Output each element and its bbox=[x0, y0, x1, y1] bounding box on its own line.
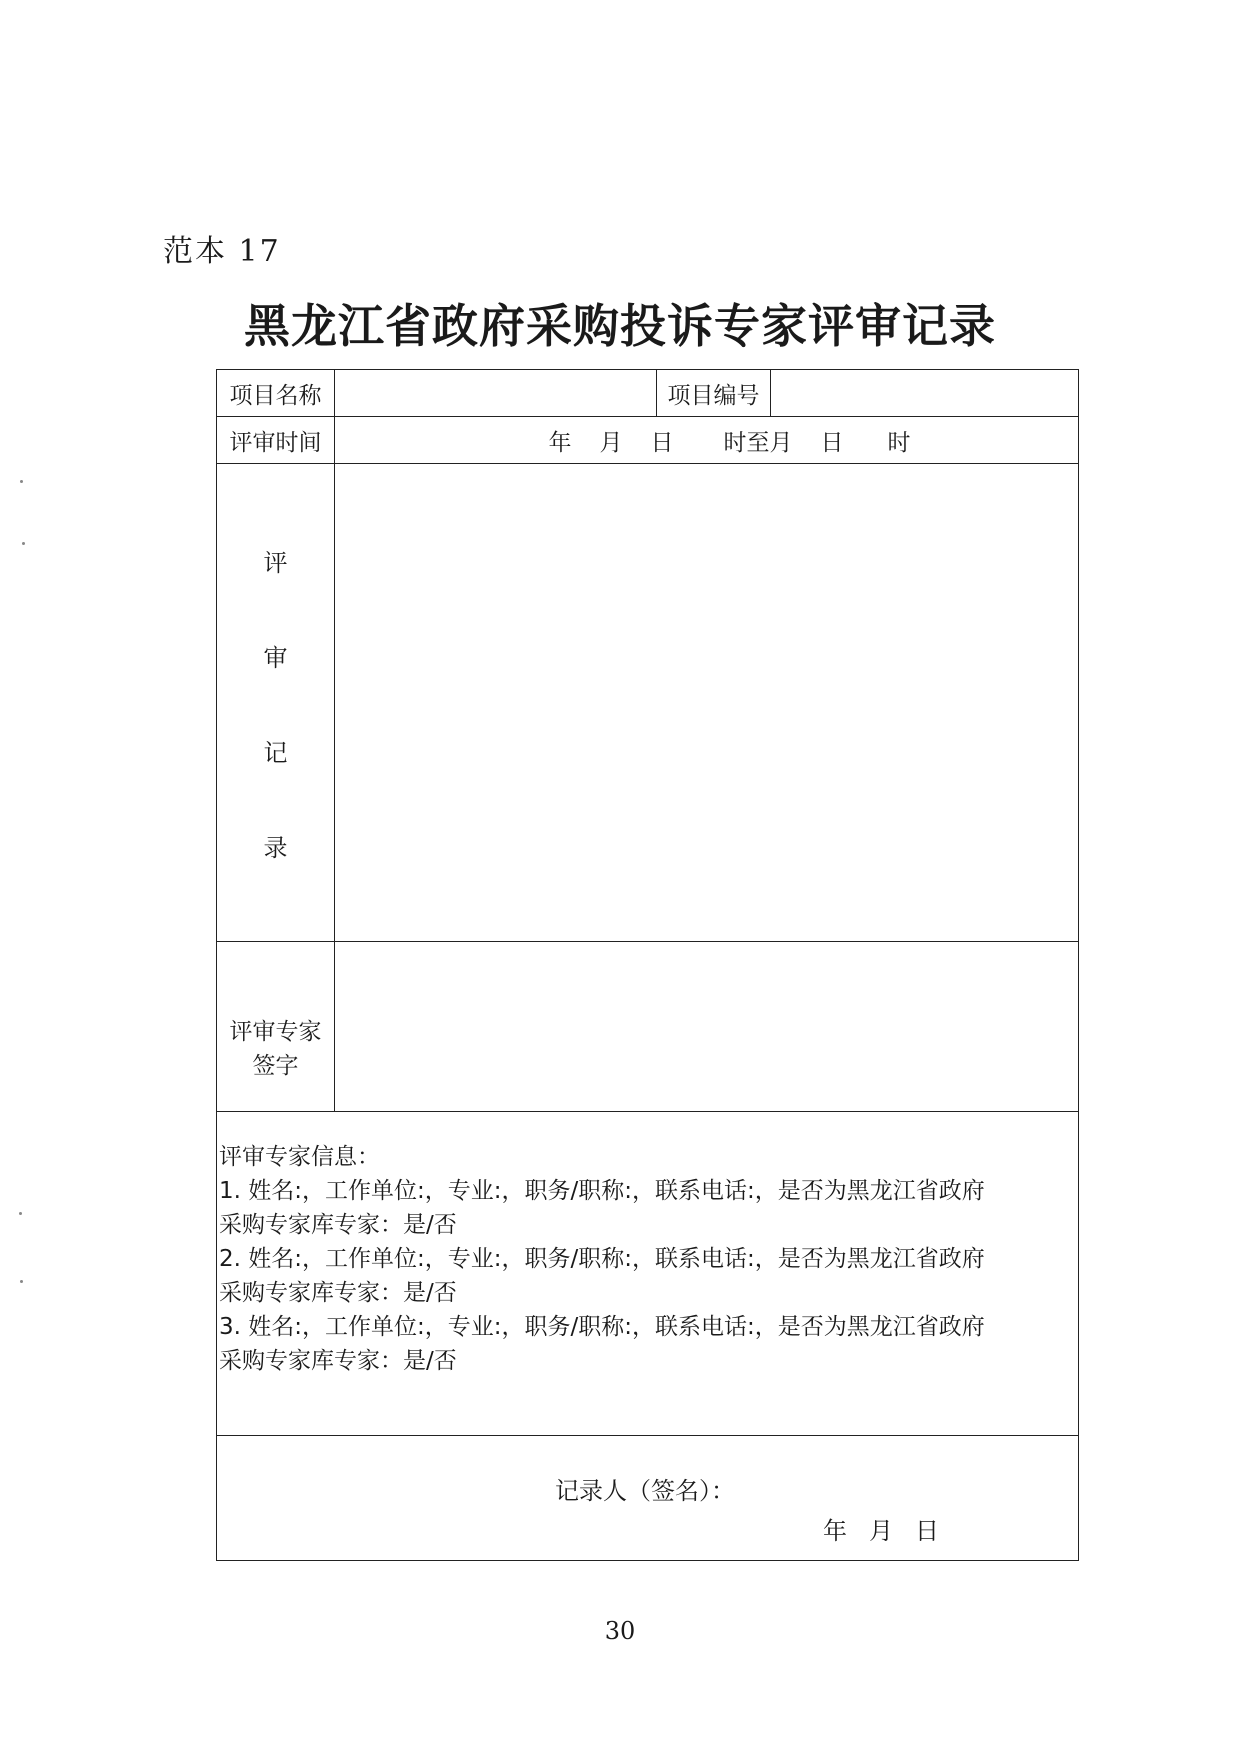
sample-label: 范本 17 bbox=[163, 234, 281, 269]
expert-signature-field[interactable] bbox=[335, 942, 1079, 1112]
time-day: 日 bbox=[650, 429, 674, 456]
review-time-label: 评审时间 bbox=[217, 417, 335, 464]
expert-entry-2-line1[interactable]: 2. 姓名:，工作单位:，专业:，职务/职称:，联系电话:，是否为黑龙江省政府 bbox=[219, 1246, 985, 1272]
time-hour-to-month: 时至月 bbox=[723, 429, 793, 456]
review-record-form bbox=[216, 369, 1079, 1561]
expert-entry-1-line2[interactable]: 采购专家库专家：是/否 bbox=[219, 1212, 457, 1238]
project-name-field[interactable] bbox=[335, 370, 657, 417]
review-record-char: 录 bbox=[263, 833, 288, 862]
review-record-field[interactable] bbox=[335, 464, 1079, 942]
review-record-char: 审 bbox=[263, 643, 288, 672]
project-name-label: 项目名称 bbox=[217, 370, 335, 417]
project-number-label: 项目编号 bbox=[657, 370, 771, 417]
recorder-label[interactable]: 记录人（签名）： bbox=[555, 1477, 735, 1505]
time-year: 年 bbox=[548, 429, 572, 456]
recorder-date-day: 日 bbox=[915, 1517, 939, 1545]
expert-entry-2-line2[interactable]: 采购专家库专家：是/否 bbox=[219, 1280, 457, 1306]
review-time-field[interactable] bbox=[335, 417, 1079, 464]
review-record-label bbox=[217, 464, 335, 942]
expert-info-section bbox=[217, 1112, 1079, 1436]
recorder-date-year: 年 bbox=[823, 1517, 847, 1545]
time-month: 月 bbox=[599, 429, 623, 456]
recorder-date-month: 月 bbox=[869, 1517, 893, 1545]
expert-signature-label-line1: 评审专家 bbox=[229, 1019, 322, 1045]
expert-entry-3-line2[interactable]: 采购专家库专家：是/否 bbox=[219, 1348, 457, 1374]
expert-info-heading: 评审专家信息： bbox=[219, 1144, 380, 1170]
expert-signature-label bbox=[217, 942, 335, 1112]
review-record-char: 评 bbox=[263, 548, 288, 577]
recorder-date[interactable] bbox=[823, 1511, 961, 1546]
expert-entry-3-line1[interactable]: 3. 姓名:，工作单位:，专业:，职务/职称:，联系电话:，是否为黑龙江省政府 bbox=[219, 1314, 985, 1340]
review-record-char: 记 bbox=[263, 738, 288, 767]
time-hour: 时 bbox=[887, 429, 911, 456]
document-title: 黑龙江省政府采购投诉专家评审记录 bbox=[244, 299, 996, 353]
recorder-section bbox=[217, 1436, 1079, 1561]
expert-entry-1-line1[interactable]: 1. 姓名:，工作单位:，专业:，职务/职称:，联系电话:，是否为黑龙江省政府 bbox=[219, 1178, 985, 1204]
scan-speck bbox=[20, 480, 23, 483]
page-number: 30 bbox=[604, 1617, 636, 1645]
expert-signature-label-line2: 签字 bbox=[252, 1053, 299, 1079]
project-number-field[interactable] bbox=[771, 370, 1079, 417]
scan-speck bbox=[20, 1280, 23, 1283]
scan-speck bbox=[19, 1212, 22, 1215]
scan-speck bbox=[22, 542, 25, 545]
time-day-2: 日 bbox=[820, 429, 844, 456]
